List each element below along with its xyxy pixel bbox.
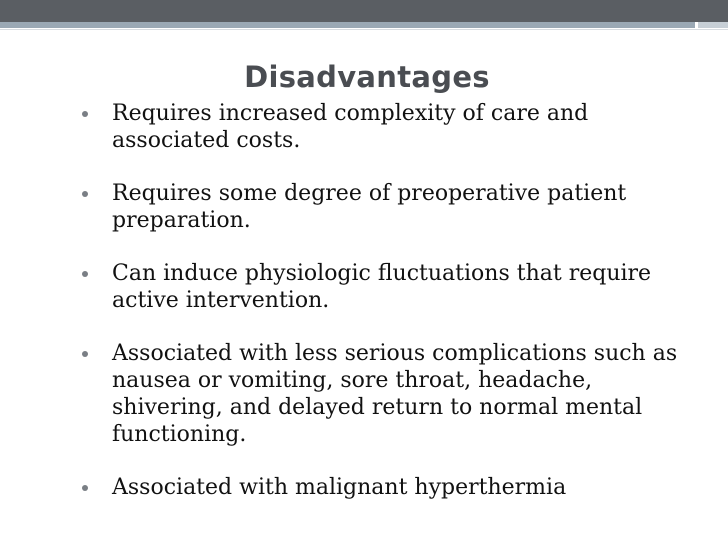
bullet-item xyxy=(82,260,702,314)
bullet-icon xyxy=(82,351,88,357)
bullet-text: Associated with less serious complications such as nausea or vomiting, sore throat, headache, shivering, and delayed return to normal mental functioning. xyxy=(112,341,678,447)
slide-title-container xyxy=(0,60,728,94)
bullet-item xyxy=(82,340,702,448)
bullet-text: Requires increased complexity of care and associated costs. xyxy=(112,101,589,153)
bullet-text: Associated with malignant hyperthermia xyxy=(112,475,567,500)
bullet-icon xyxy=(82,485,88,491)
accent-bar xyxy=(0,22,695,28)
bullet-text: Can induce physiologic fluctuations that require active intervention. xyxy=(112,261,652,313)
bullet-item xyxy=(82,474,702,501)
bullet-icon xyxy=(82,111,88,117)
bullet-icon xyxy=(82,191,88,197)
accent-bar-end xyxy=(698,22,728,28)
header-bar xyxy=(0,0,728,22)
bullet-item xyxy=(82,100,702,154)
bullet-icon xyxy=(82,271,88,277)
divider xyxy=(0,29,728,30)
bullet-list xyxy=(82,100,702,501)
slide-title: Disadvantages xyxy=(244,60,490,94)
bullet-item xyxy=(82,180,702,234)
bullet-text: Requires some degree of preoperative patient preparation. xyxy=(112,181,627,233)
